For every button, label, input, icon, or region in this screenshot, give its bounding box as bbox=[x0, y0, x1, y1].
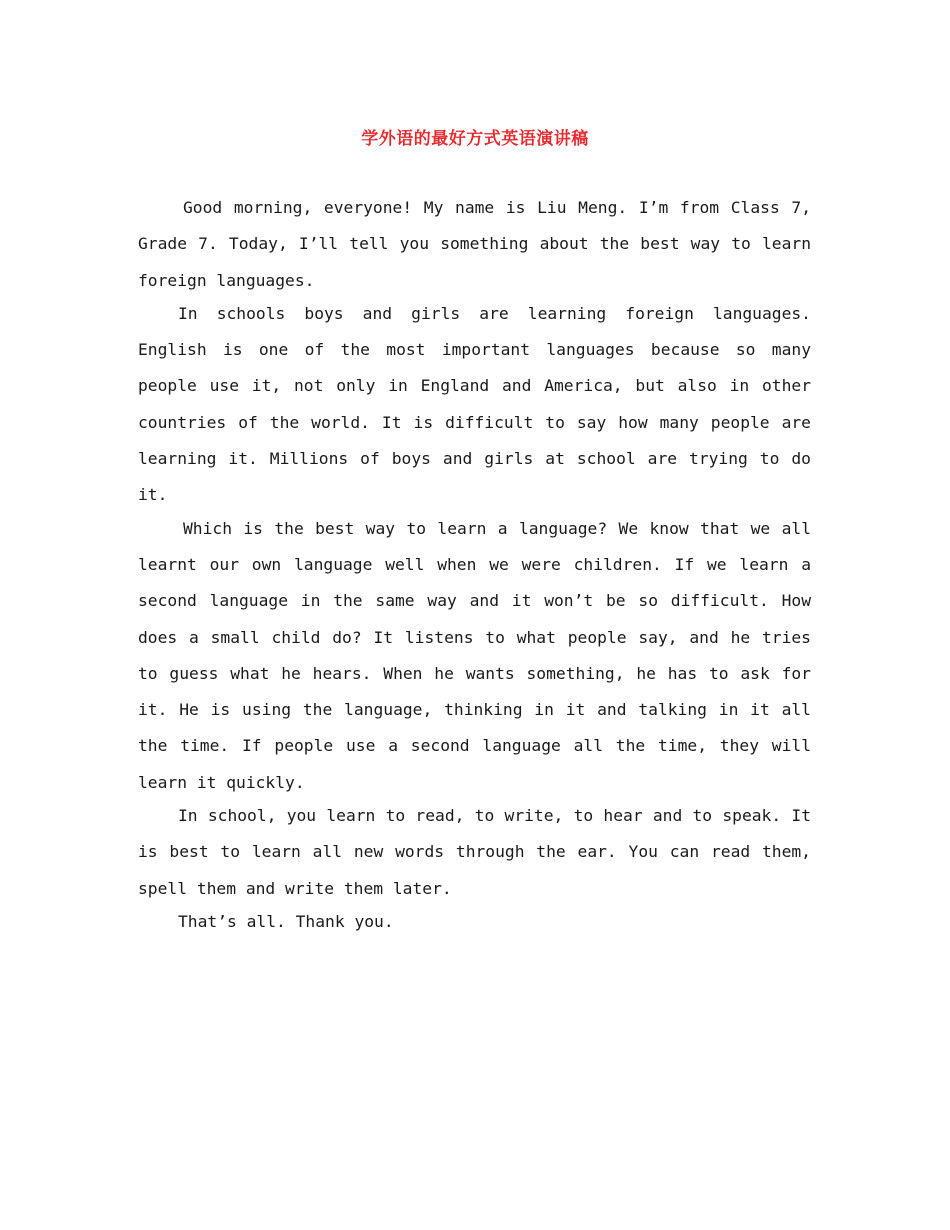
paragraph-schools: In schools boys and girls are learning foreign languages. English is one of the most important languages because so many people use it, not only in England and America, but also in other countries of the world. It is difficult to say how many people are learning it. Millions of boys and girls at school are trying to do it. bbox=[138, 303, 811, 505]
paragraph-best-way: Which is the best way to learn a language? We know that we all learnt our own language well when we were children. If we learn a second language in the same way and it won’t be so difficult. How does a small child do? It listens to what people say, and he tries to guess what he hears. When he wants something, he has to ask for it. He is using the language, thinking in it and talking in it all the time. If people use a second language all the time, they will learn it quickly. bbox=[138, 518, 811, 792]
paragraph-greeting: Good morning, everyone! My name is Liu Meng. I’m from Class 7, Grade 7. Today, I’ll tell you something about the best way to learn foreign languages. bbox=[138, 198, 811, 290]
document-title: 学外语的最好方式英语演讲稿 bbox=[361, 129, 589, 149]
speech-body bbox=[138, 190, 811, 937]
paragraph-in-school: In school, you learn to read, to write, to hear and to speak. It is best to learn all new words through the ear. You can read them, spell them and write them later. bbox=[138, 806, 811, 898]
paragraph-closing: That’s all. Thank you. bbox=[178, 911, 394, 931]
